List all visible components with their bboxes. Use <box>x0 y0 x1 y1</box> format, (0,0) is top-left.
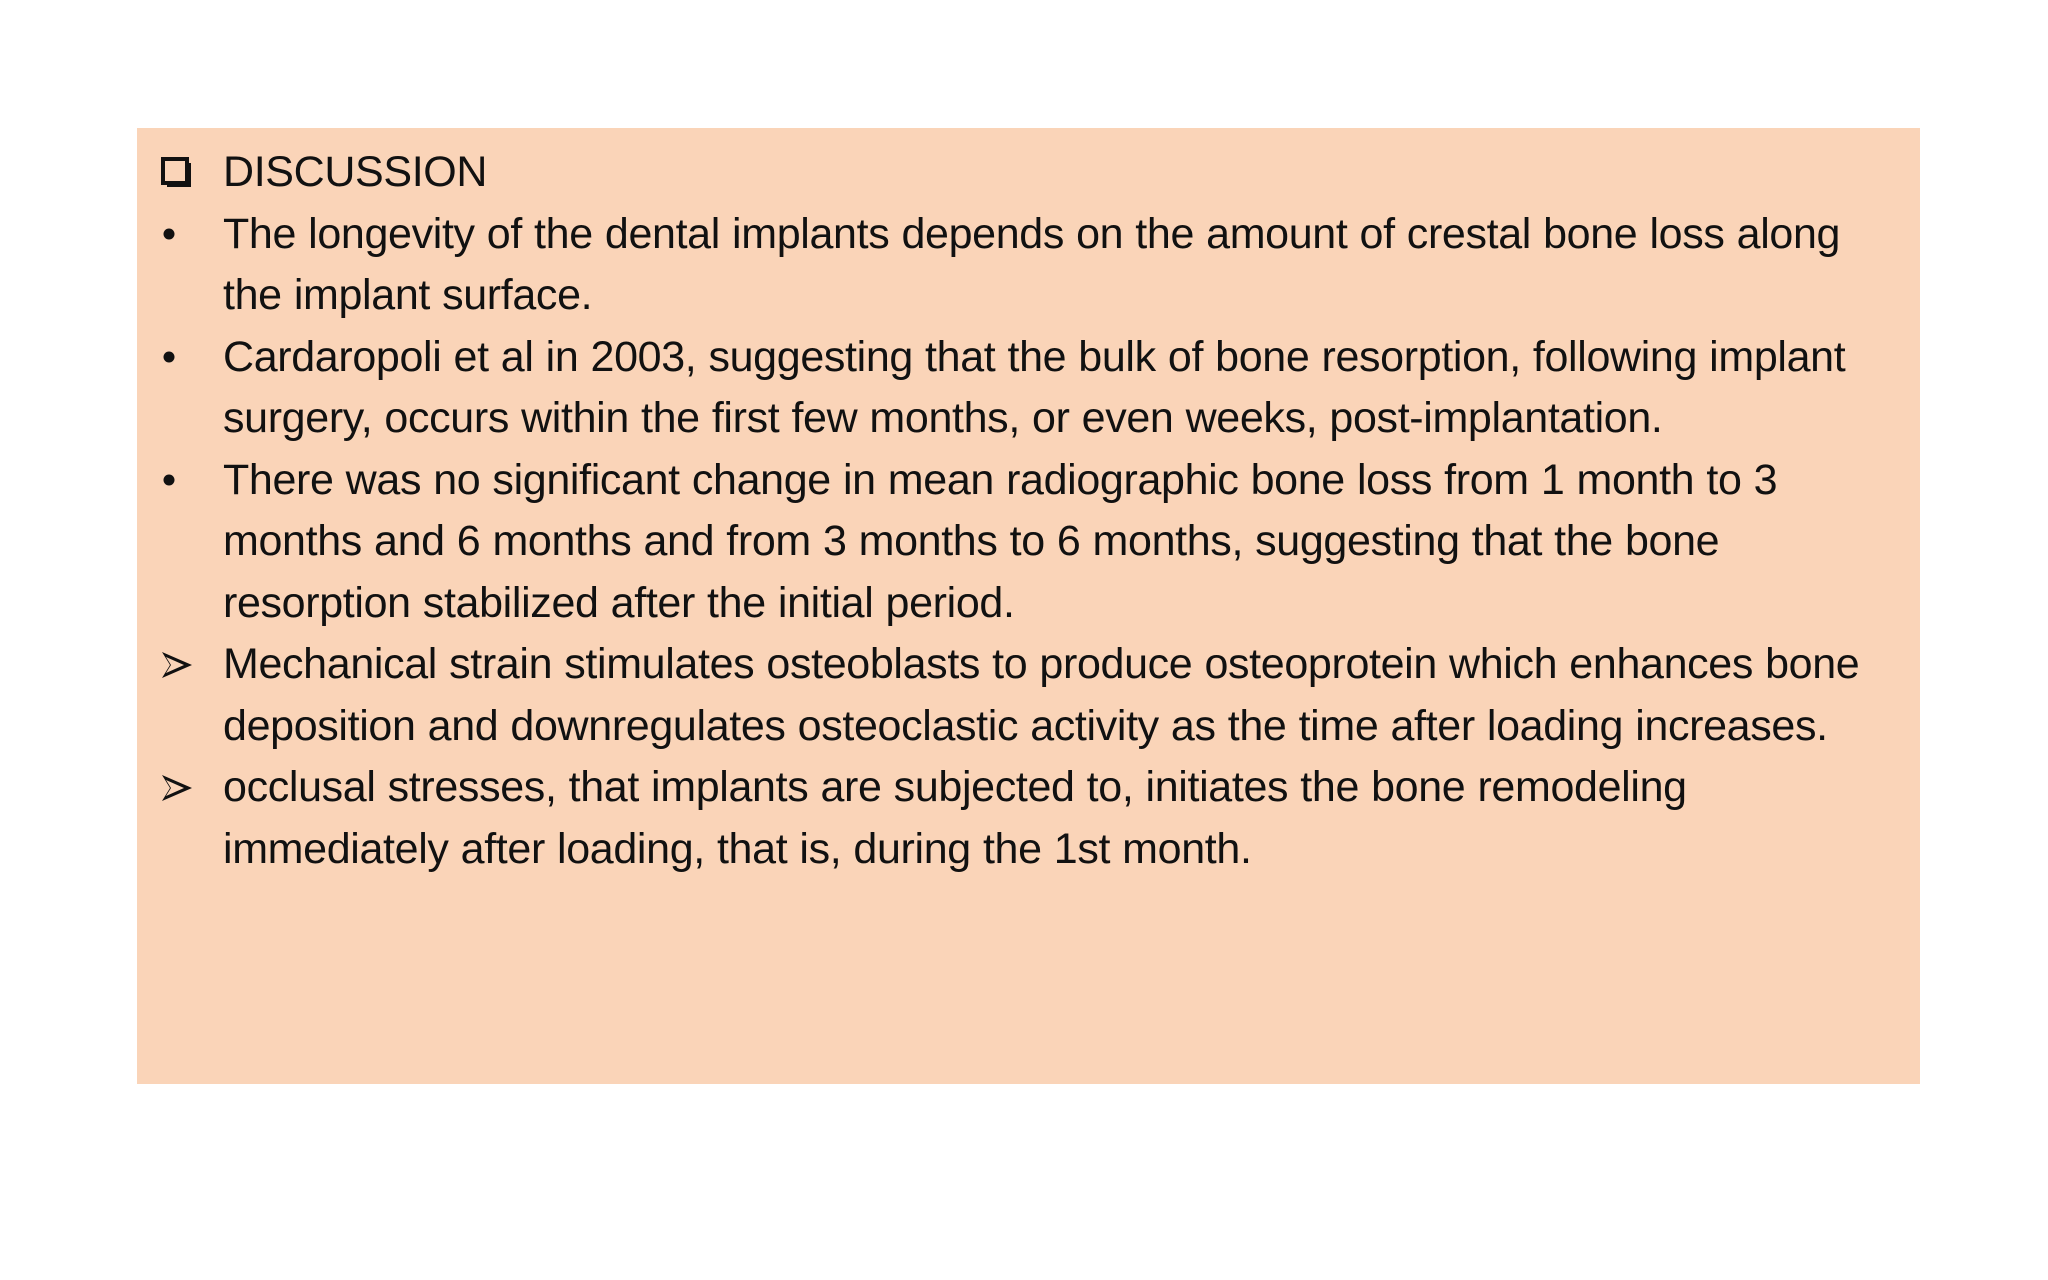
discussion-item-text: There was no significant change in mean radiographic bone loss from 1 month to 3 months and 6 months and from 3 months to 6 months, suggesting that the bone resorption stabilized after the initial period. <box>223 455 1778 627</box>
discussion-item <box>137 634 1920 757</box>
discussion-item <box>137 327 1920 450</box>
discussion-item <box>137 757 1920 880</box>
discussion-item-text: Cardaropoli et al in 2003, suggesting that the bulk of bone resorption, following implant surgery, occurs within the first few months, or even weeks, post-implantation. <box>223 332 1846 442</box>
hollow-square-bullet-icon <box>159 142 203 204</box>
discussion-item-text: occlusal stresses, that implants are subjected to, initiates the bone remodeling immediately after loading, that is, during the 1st month. <box>223 763 1687 873</box>
round-bullet-icon <box>159 204 203 266</box>
discussion-item-text: Mechanical strain stimulates osteoblasts to produce osteoprotein which enhances bone deposition and downregulates osteoclastic activity as the time after loading increases. <box>223 640 1860 750</box>
discussion-item-text: The longevity of the dental implants depends on the amount of crestal bone loss along the implant surface. <box>223 209 1841 319</box>
arrowhead-bullet-icon <box>159 757 203 819</box>
round-bullet-icon <box>159 327 203 389</box>
discussion-item <box>137 450 1920 635</box>
arrowhead-bullet-icon <box>159 634 203 696</box>
discussion-heading-item <box>137 142 1920 204</box>
discussion-heading: DISCUSSION <box>223 148 488 196</box>
discussion-item <box>137 204 1920 327</box>
discussion-box <box>137 128 1920 1084</box>
discussion-list <box>137 142 1920 880</box>
round-bullet-icon <box>159 450 203 512</box>
